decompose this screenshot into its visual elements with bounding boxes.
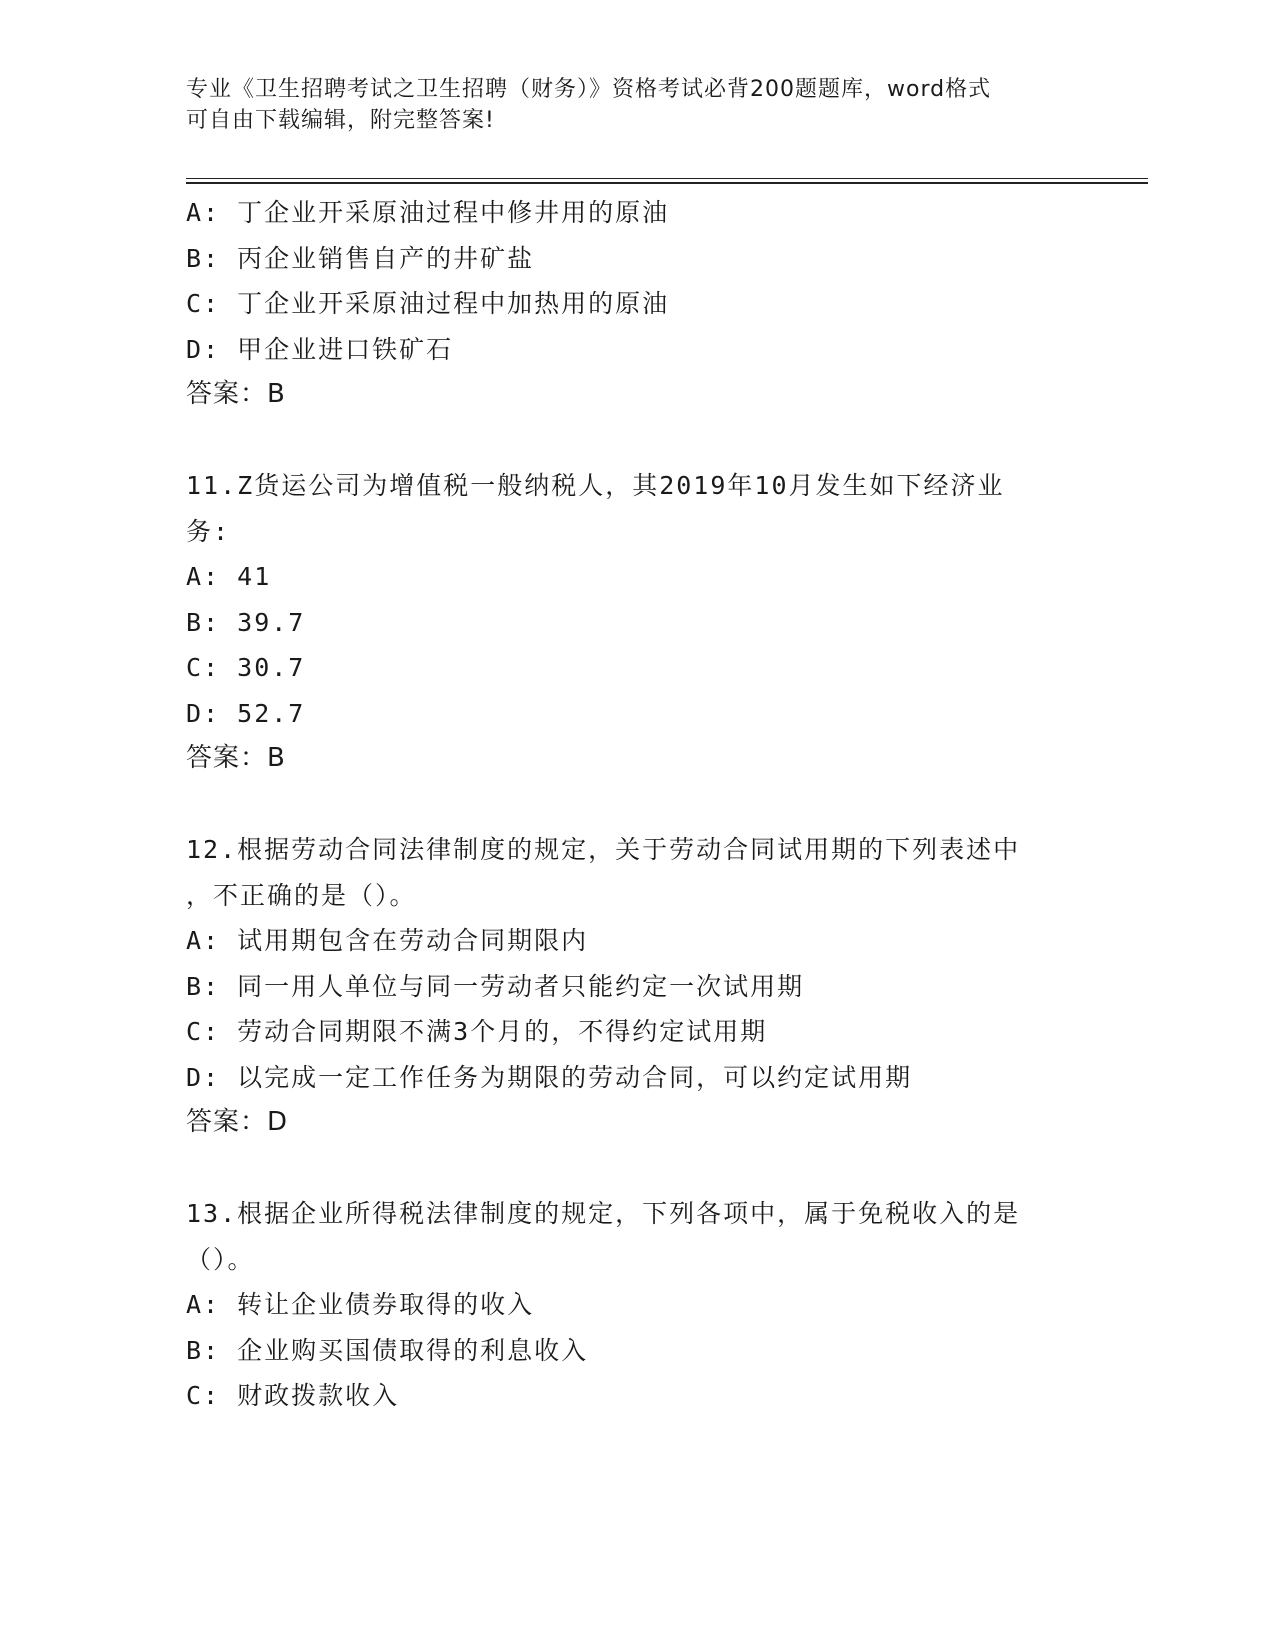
option-b: B: 同一用人单位与同一劳动者只能约定一次试用期 [186, 971, 805, 1001]
spacer [186, 1146, 1086, 1192]
question-stem: 12.根据劳动合同法律制度的规定，关于劳动合同试用期的下列表述中 [186, 835, 1021, 864]
option-a: A: 41 [186, 562, 272, 591]
option-c: C: 30.7 [186, 653, 306, 682]
option-c: C: 劳动合同期限不满3个月的，不得约定试用期 [186, 1017, 768, 1046]
option-b: B: 企业购买国债取得的利息收入 [186, 1335, 589, 1365]
question-10 [186, 190, 1086, 418]
option-c: C: 财政拨款收入 [186, 1381, 400, 1410]
header-divider-thin [186, 178, 1148, 179]
option-c: C: 丁企业开采原油过程中加热用的原油 [186, 289, 670, 318]
question-stem: 11.Z货运公司为增值税一般纳税人，其2019年10月发生如下经济业 [186, 471, 1005, 500]
option-a: A: 试用期包含在劳动合同期限内 [186, 926, 589, 955]
question-stem-continued: 务: [186, 516, 231, 546]
answer: 答案：D [186, 1107, 289, 1137]
option-d: D: 以完成一定工作任务为期限的劳动合同，可以约定试用期 [186, 1062, 913, 1092]
question-11 [186, 463, 1086, 782]
option-b: B: 39.7 [186, 607, 306, 637]
answer: 答案：B [186, 743, 286, 773]
spacer [186, 782, 1086, 828]
question-stem-continued: （）。 [186, 1244, 255, 1274]
option-a: A: 转让企业债券取得的收入 [186, 1290, 535, 1319]
answer: 答案：B [186, 379, 286, 409]
header-title-line-2: 可自由下载编辑，附完整答案! [186, 108, 495, 133]
document-header [186, 74, 1066, 136]
question-stem: 13.根据企业所得税法律制度的规定，下列各项中，属于免税收入的是 [186, 1199, 1021, 1228]
option-d: D: 52.7 [186, 698, 306, 728]
question-list [186, 190, 1086, 1419]
option-d: D: 甲企业进口铁矿石 [186, 334, 454, 364]
question-13 [186, 1191, 1086, 1419]
header-title-line-1: 专业《卫生招聘考试之卫生招聘（财务）》资格考试必背200题题库，word格式 [186, 77, 992, 102]
question-12 [186, 827, 1086, 1146]
question-stem-continued: ，不正确的是（）。 [186, 880, 417, 910]
header-divider-thick [186, 182, 1148, 184]
option-a: A: 丁企业开采原油过程中修井用的原油 [186, 198, 670, 227]
spacer [186, 418, 1086, 464]
option-b: B: 丙企业销售自产的井矿盐 [186, 243, 535, 273]
